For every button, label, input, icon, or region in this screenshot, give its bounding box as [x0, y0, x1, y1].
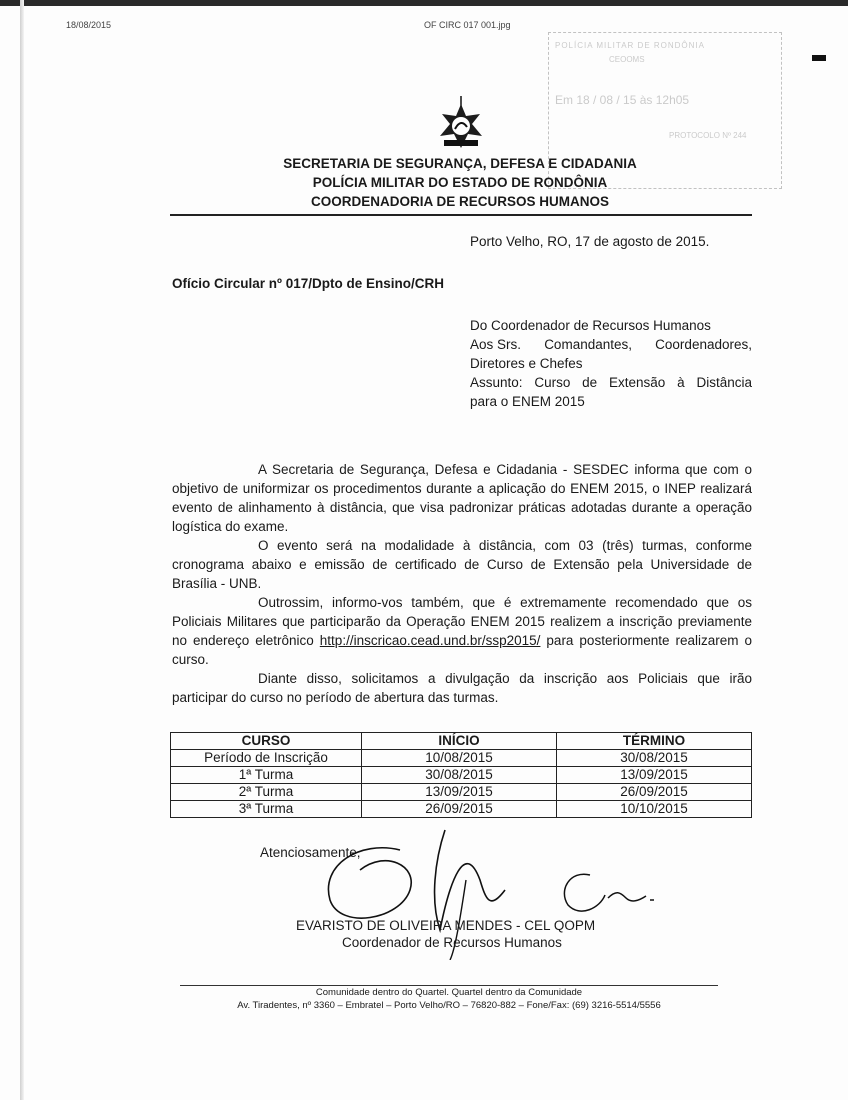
paragraph-3-text: Outrossim, informo-vos também, que é extremamente recomendado que os Policiais Militares que participarão da Operação ENEM 2015 realizem a inscrição previamente no endereço eletrônico — [172, 595, 752, 648]
table-cell: 3ª Turma — [171, 801, 362, 818]
column-header: TÉRMINO — [557, 733, 752, 750]
footer-divider — [180, 985, 718, 986]
table-cell: 2ª Turma — [171, 784, 362, 801]
stamp-line-3: Em 18 / 08 / 15 às 12h05 — [555, 93, 690, 107]
subject-part: Assunto: — [470, 375, 523, 390]
scan-top-edge — [0, 0, 848, 6]
column-header: INÍCIO — [362, 733, 557, 750]
address-to-part: Aos Srs. — [470, 337, 522, 352]
address-to-line-2: Diretores e Chefes — [470, 356, 583, 371]
subject-line-1 — [470, 373, 752, 392]
header-divider — [170, 214, 752, 216]
table-cell: 30/08/2015 — [557, 750, 752, 767]
closing: Atenciosamente, — [260, 845, 361, 860]
address-to-part: Comandantes, — [544, 337, 632, 352]
subject-part: Distância — [696, 375, 752, 390]
table-cell: 13/09/2015 — [557, 767, 752, 784]
subject-part: Extensão — [609, 375, 666, 390]
footer-motto: Comunidade dentro do Quartel. Quartel dentro da Comunidade — [315, 987, 583, 998]
scan-date: 18/08/2015 — [66, 20, 112, 30]
police-crest-icon — [430, 96, 492, 152]
letterhead-department: COORDENADORIA DE RECURSOS HUMANOS — [310, 194, 609, 209]
scan-filename: OF CIRC 017 001.jpg — [424, 20, 511, 30]
paragraph-4: Diante disso, solicitamos a divulgação da inscrição aos Policiais que irão participar do curso no período de abertura das turmas. — [172, 671, 752, 705]
address-to-part: Coordenadores, — [655, 337, 752, 352]
table-cell: 1ª Turma — [171, 767, 362, 784]
place-date: Porto Velho, RO, 17 de agosto de 2015. — [470, 234, 710, 249]
column-header: CURSO — [171, 733, 362, 750]
enrollment-link[interactable]: http://inscricao.cead.und.br/ssp2015/ — [319, 633, 541, 648]
stamp-line-1: POLÍCIA MILITAR DE RONDÔNIA — [555, 41, 705, 50]
table-row — [171, 767, 752, 784]
subject-part: Curso — [534, 375, 571, 390]
footer-address: Av. Tiradentes, nº 3360 – Embratel – Porto Velho/RO – 76820-882 – Fone/Fax: (69) 3216-5514/5556 — [237, 1000, 661, 1011]
table-cell: 10/10/2015 — [557, 801, 752, 818]
schedule-table — [170, 732, 752, 818]
table-cell: 26/09/2015 — [557, 784, 752, 801]
stamp-line-2: CEOOMS — [609, 55, 645, 64]
signer-name: EVARISTO DE OLIVEIRA MENDES - CEL QOPM — [296, 918, 596, 933]
table-row — [171, 750, 752, 767]
paragraph-1: A Secretaria de Segurança, Defesa e Cidadania - SESDEC informa que com o objetivo de uniformizar os procedimentos durante a aplicação do ENEM 2015, o INEP realizará evento de alinhamento à distância, que visa padronizar práticas adotadas durante a operação logística do exame. — [172, 462, 752, 534]
document-number: Ofício Circular nº 017/Dpto de Ensino/CRH — [172, 276, 444, 291]
address-to-line-1 — [470, 335, 752, 354]
table-cell: 13/09/2015 — [362, 784, 557, 801]
letterhead-secretariat: SECRETARIA DE SEGURANÇA, DEFESA E CIDADANIA — [283, 156, 637, 171]
letterhead-police: POLÍCIA MILITAR DO ESTADO DE RONDÔNIA — [312, 175, 608, 190]
paragraph-2: O evento será na modalidade à distância, com 03 (três) turmas, conforme cronograma abaixo e emissão de certificado de Curso de Extensão pela Universidade de Brasília - UNB. — [172, 538, 752, 591]
table-header-row — [171, 733, 752, 750]
address-from: Do Coordenador de Recursos Humanos — [470, 318, 711, 333]
paragraph-3 — [172, 593, 752, 669]
paragraph-3-text-end: para posteriormente realizarem o curso. — [172, 633, 752, 667]
subject-part: à — [677, 375, 685, 390]
table-row — [171, 784, 752, 801]
stamp-line-4: PROTOCOLO Nº 244 — [669, 131, 747, 140]
table-cell: 10/08/2015 — [362, 750, 557, 767]
address-block — [470, 316, 752, 411]
letter-body — [172, 460, 752, 707]
paper-fold-shadow — [20, 0, 24, 1100]
subject-part: de — [582, 375, 598, 390]
table-cell: 30/08/2015 — [362, 767, 557, 784]
table-cell: Período de Inscrição — [171, 750, 362, 767]
subject-line-2: para o ENEM 2015 — [470, 394, 585, 409]
table-row — [171, 801, 752, 818]
table-cell: 26/09/2015 — [362, 801, 557, 818]
signer-role: Coordenador de Recursos Humanos — [342, 935, 562, 950]
scan-mark — [812, 55, 826, 61]
